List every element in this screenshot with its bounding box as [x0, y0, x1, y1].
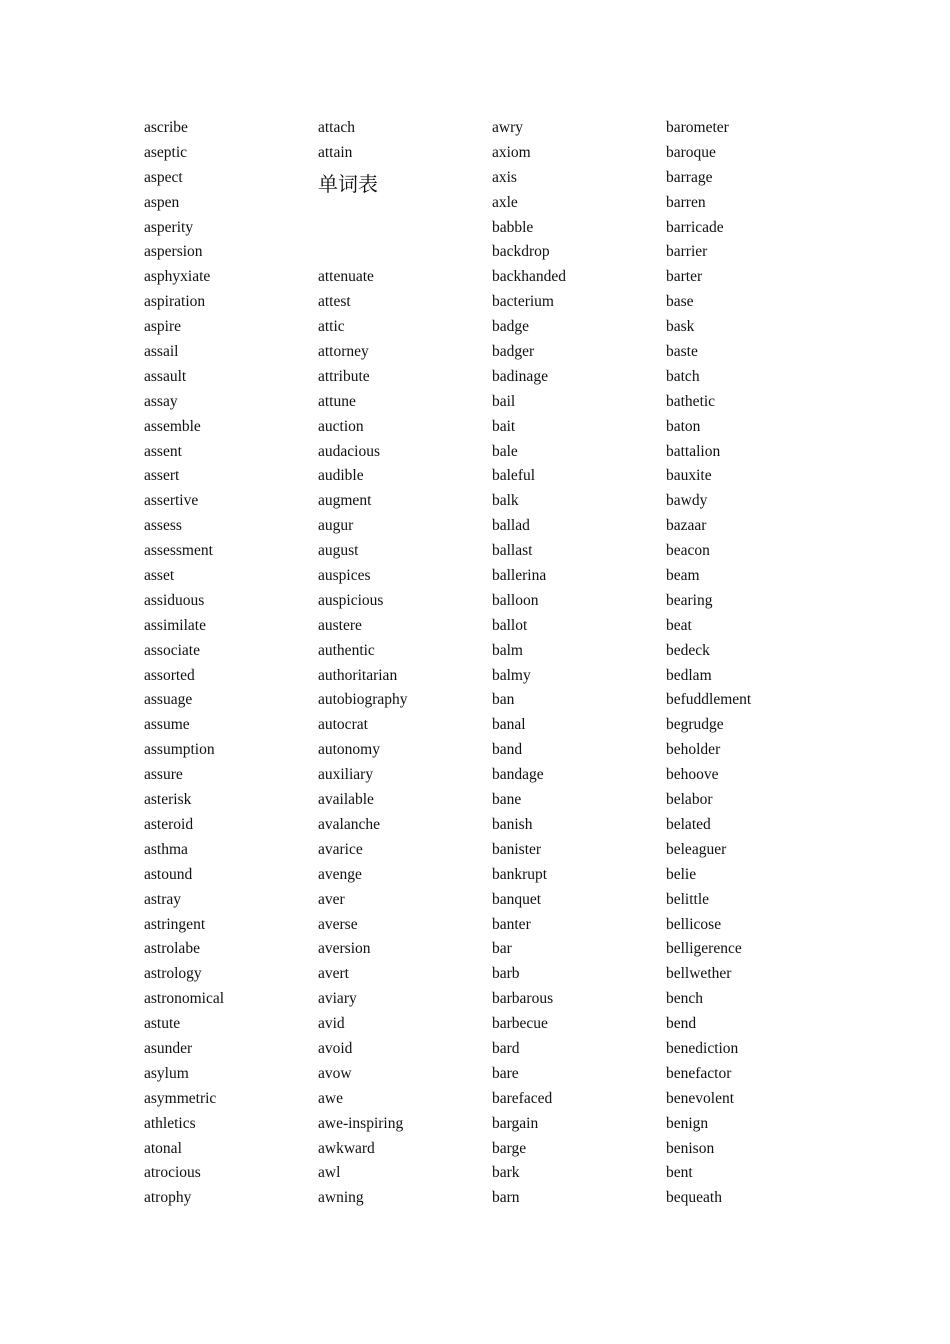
word-item: associate [144, 641, 200, 659]
word-item: athletics [144, 1114, 196, 1132]
word-item: backdrop [492, 243, 550, 261]
word-item: befuddlement [666, 691, 752, 709]
word-item: austere [318, 616, 362, 634]
word-item: bait [492, 417, 516, 435]
word-item: ballad [492, 517, 530, 535]
word-item: barrier [666, 243, 708, 261]
word-item: avenge [318, 865, 362, 883]
word-item: bench [666, 990, 704, 1008]
word-item: bare [492, 1064, 519, 1082]
word-item: baste [666, 343, 698, 361]
word-item: asteroid [144, 815, 194, 833]
word-item: bail [492, 392, 516, 410]
word-item: bend [666, 1015, 697, 1033]
word-item: awkward [318, 1139, 375, 1157]
word-item: attribute [318, 367, 370, 385]
word-item: ballot [492, 616, 528, 634]
word-item: auxiliary [318, 766, 374, 784]
word-item: auction [318, 417, 364, 435]
word-item: assumption [144, 741, 215, 759]
word-item: banish [492, 815, 533, 833]
word-item: awning [318, 1189, 364, 1207]
blank-line [318, 197, 488, 216]
word-column-3 [492, 116, 662, 1211]
word-item: bellicose [666, 915, 722, 933]
word-item: assiduous [144, 591, 205, 609]
word-item: awe [318, 1089, 343, 1107]
word-item: asunder [144, 1039, 193, 1057]
word-item: baton [666, 417, 701, 435]
word-item: assert [144, 467, 180, 485]
word-item: avoid [318, 1039, 353, 1057]
word-item: belittle [666, 890, 710, 908]
word-item: backhanded [492, 268, 567, 286]
word-item: barren [666, 193, 706, 211]
blank-line [318, 216, 488, 241]
word-item: badger [492, 343, 535, 361]
word-item: banal [492, 716, 526, 734]
word-item: awe-inspiring [318, 1114, 404, 1132]
word-item: benefactor [666, 1064, 732, 1082]
word-item: bandage [492, 766, 544, 784]
word-item: bark [492, 1164, 520, 1182]
word-item: bar [492, 940, 512, 958]
word-item: assertive [144, 492, 199, 510]
word-item: barb [492, 965, 520, 983]
word-item: audacious [318, 442, 380, 460]
word-item: atrocious [144, 1164, 201, 1182]
word-item: aver [318, 890, 345, 908]
word-item: axle [492, 193, 518, 211]
word-column-4 [666, 116, 836, 1211]
word-item: balloon [492, 591, 539, 609]
word-item: barbecue [492, 1015, 548, 1033]
vocabulary-heading: 单词表 [318, 171, 378, 196]
word-item: axiom [492, 143, 531, 161]
word-item: benevolent [666, 1089, 735, 1107]
word-item: audible [318, 467, 364, 485]
word-item: behoove [666, 766, 719, 784]
word-item: asthma [144, 840, 188, 858]
word-item: badinage [492, 367, 548, 385]
word-item: attest [318, 293, 351, 311]
word-item: barge [492, 1139, 527, 1157]
word-item: ballast [492, 542, 533, 560]
word-item: barbarous [492, 990, 554, 1008]
word-item: aviary [318, 990, 357, 1008]
word-item: ascribe [144, 119, 188, 136]
word-item: bask [666, 318, 695, 336]
word-item: bathetic [666, 392, 716, 410]
word-item: assessment [144, 542, 213, 560]
word-item: bankrupt [492, 865, 548, 883]
word-item: avow [318, 1064, 352, 1082]
word-column-1 [144, 116, 314, 1211]
word-item: attic [318, 318, 345, 336]
word-item: axis [492, 168, 517, 186]
word-item: assume [144, 716, 190, 734]
word-item: barn [492, 1189, 520, 1207]
word-item: avalanche [318, 815, 380, 833]
word-item: barricade [666, 218, 724, 236]
word-item: awry [492, 119, 523, 136]
word-item: bedlam [666, 666, 712, 684]
word-item: astray [144, 890, 182, 908]
word-item: attach [318, 119, 356, 136]
word-item: auspicious [318, 591, 384, 609]
word-item: banister [492, 840, 542, 858]
word-item: balm [492, 641, 523, 659]
word-item: augment [318, 492, 372, 510]
word-item: benison [666, 1139, 715, 1157]
word-item: august [318, 542, 359, 560]
word-item: asset [144, 567, 175, 585]
word-item: auspices [318, 567, 371, 585]
word-item: assuage [144, 691, 193, 709]
word-item: base [666, 293, 694, 311]
word-item: assorted [144, 666, 195, 684]
word-item: autocrat [318, 716, 368, 734]
word-item: baleful [492, 467, 536, 485]
word-item: baroque [666, 143, 716, 161]
word-item: bent [666, 1164, 693, 1182]
word-item: bard [492, 1039, 520, 1057]
word-item: benign [666, 1114, 709, 1132]
word-item: astrolabe [144, 940, 200, 958]
word-item: barter [666, 268, 703, 286]
word-item: astrology [144, 965, 202, 983]
word-item: belligerence [666, 940, 742, 958]
word-item: batch [666, 367, 700, 385]
word-column-2 [318, 116, 488, 1211]
word-item: battalion [666, 442, 721, 460]
word-item: ban [492, 691, 515, 709]
word-item: bacterium [492, 293, 554, 311]
word-item: belie [666, 865, 697, 883]
word-item: bauxite [666, 467, 712, 485]
word-item: band [492, 741, 523, 759]
word-item: bale [492, 442, 518, 460]
word-item: autonomy [318, 741, 380, 759]
word-item: benediction [666, 1039, 739, 1057]
word-item: asymmetric [144, 1089, 217, 1107]
word-item: aversion [318, 940, 371, 958]
word-item: aspen [144, 193, 180, 211]
word-item: authentic [318, 641, 375, 659]
word-item: beacon [666, 542, 710, 560]
word-item: badge [492, 318, 530, 336]
word-item: averse [318, 915, 358, 933]
word-item: astringent [144, 915, 206, 933]
word-item: aspire [144, 318, 182, 336]
word-item: begrudge [666, 716, 724, 734]
word-item: awl [318, 1164, 341, 1182]
word-item: asperity [144, 218, 194, 236]
word-item: authoritarian [318, 666, 398, 684]
word-item: atonal [144, 1139, 182, 1157]
word-item: asterisk [144, 791, 192, 809]
word-item: balk [492, 492, 519, 510]
word-item: assay [144, 392, 178, 410]
word-item: belabor [666, 791, 713, 809]
word-item: bargain [492, 1114, 539, 1132]
word-item: autobiography [318, 691, 408, 709]
word-item: bellwether [666, 965, 732, 983]
word-item: bearing [666, 591, 713, 609]
word-item: assure [144, 766, 183, 784]
word-item: beam [666, 567, 700, 585]
word-item: banter [492, 915, 531, 933]
word-item: augur [318, 517, 354, 535]
word-item: avarice [318, 840, 363, 858]
word-item: barefaced [492, 1089, 553, 1107]
word-item: asylum [144, 1064, 189, 1082]
word-item: beleaguer [666, 840, 727, 858]
word-item: assent [144, 442, 182, 460]
word-item: aseptic [144, 143, 188, 161]
word-item: attorney [318, 343, 369, 361]
word-item: beat [666, 616, 692, 634]
word-item: balmy [492, 666, 531, 684]
word-item: avid [318, 1015, 345, 1033]
word-item: assemble [144, 417, 201, 435]
word-item: atrophy [144, 1189, 192, 1207]
word-item: bawdy [666, 492, 708, 510]
word-item: attain [318, 143, 353, 161]
word-item: aspiration [144, 293, 206, 311]
word-item: bequeath [666, 1189, 722, 1207]
word-item: assimilate [144, 616, 206, 634]
word-item: avert [318, 965, 349, 983]
word-item: banquet [492, 890, 542, 908]
word-item: bazaar [666, 517, 707, 535]
word-item: belated [666, 815, 711, 833]
word-item: astound [144, 865, 193, 883]
word-item: barrage [666, 168, 713, 186]
blank-line [318, 240, 488, 265]
word-item: available [318, 791, 374, 809]
word-item: bane [492, 791, 522, 809]
word-item: beholder [666, 741, 721, 759]
word-item: astronomical [144, 990, 225, 1008]
word-item: aspersion [144, 243, 203, 261]
word-item: ballerina [492, 567, 547, 585]
word-item: babble [492, 218, 534, 236]
word-item: assault [144, 367, 187, 385]
word-item: aspect [144, 168, 183, 186]
word-item: barometer [666, 119, 729, 136]
word-item: attenuate [318, 268, 374, 286]
word-item: asphyxiate [144, 268, 211, 286]
word-item: astute [144, 1015, 181, 1033]
word-item: attune [318, 392, 356, 410]
word-item: assail [144, 343, 179, 361]
word-item: bedeck [666, 641, 710, 659]
word-item: assess [144, 517, 182, 535]
